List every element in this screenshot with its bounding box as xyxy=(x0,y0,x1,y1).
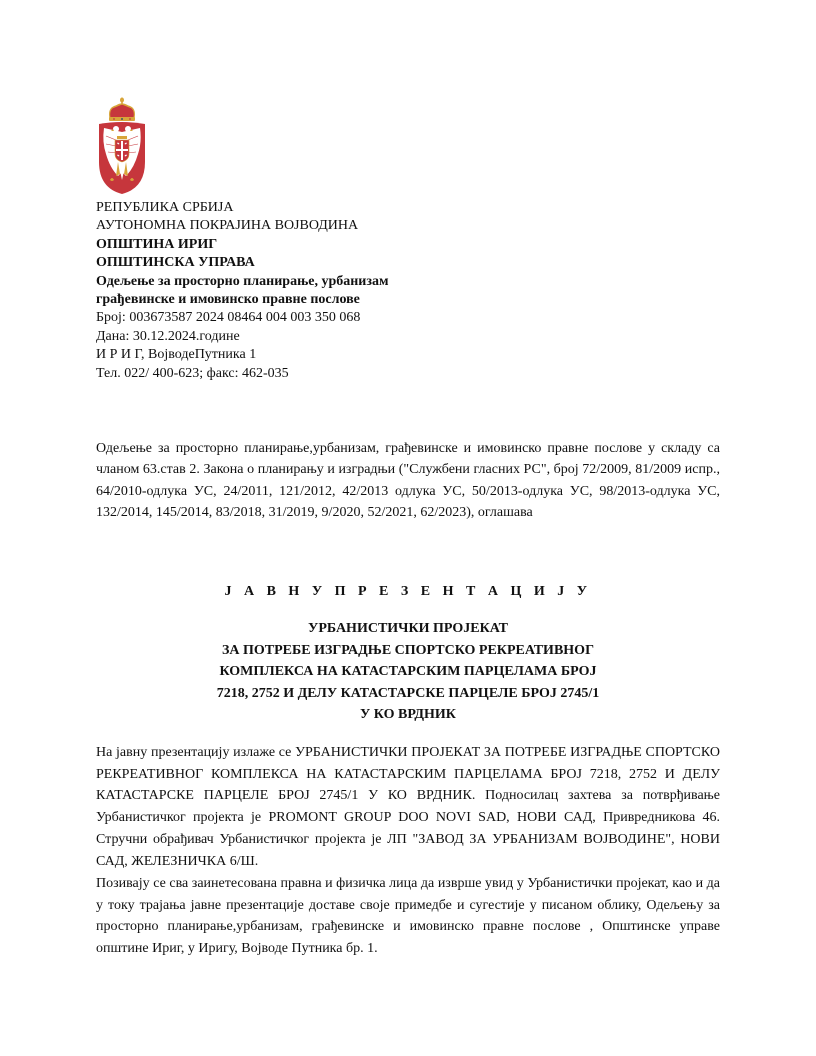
subtitle-line: У КО ВРДНИК xyxy=(360,707,456,722)
body-paragraph-presentation: На јавну презентацију излаже се УРБАНИСТИЧКИ ПРОЈЕКАТ ЗА ПОТРЕБЕ ИЗГРАДЊЕ СПОРТСКО РЕКРЕАТИВНОГ КОМПЛЕКСА НА КАТАСТАРСКИМ ПАРЦЕЛАМА БРОЈ 7218, 2752 И ДЕЛУ КАТАСТАРСКЕ ПАРЦЕЛЕ БРОЈ 2745/1 У КО ВРДНИК. Подносилац захтева за потврђивање Урбанистичког пројекта је PROMONT GROUP DOO NOVI SAD, НОВИ САД, Привредникова 46. Стручни обрађивач Урбанистичког пројекта је ЛП "ЗАВОД ЗА УРБАНИЗАМ ВОЈВОДИНЕ", НОВИ САД, ЖЕЛЕЗНИЧКА 6/Ш. xyxy=(96,745,720,869)
subtitle-line: ЗА ПОТРЕБЕ ИЗГРАДЊЕ СПОРТСКО РЕКРЕАТИВНОГ xyxy=(222,642,594,658)
letterhead xyxy=(96,199,656,383)
header-department-line1: Одељење за просторно планирање, урбанизам xyxy=(96,273,389,289)
crown-icon xyxy=(109,98,135,122)
header-administration: ОПШТИНСКА УПРАВА xyxy=(96,255,255,271)
coat-of-arms-icon xyxy=(96,96,148,196)
subtitle-line: КОМПЛЕКСА НА КАТАСТАРСКИМ ПАРЦЕЛАМА БРОЈ xyxy=(219,664,597,679)
document-subtitle xyxy=(96,618,720,726)
body-paragraph-invitation: Позивају се сва заинетесована правна и физичка лица да изврше увид у Урбанистички пројекат, као и да у току трајања јавне презентације доставе своје примедбе и сугестије у писаном облику, Одељењу за просторно планирање,урбанизам, грађевинске и имовинско правне послове , Општинске управе општине Ириг, у Иригу, Војводе Путника бр. 1. xyxy=(96,876,720,956)
office-phone: Тел. 022/ 400-623; факс: 462-035 xyxy=(96,365,289,381)
document-date: Дана: 30.12.2024.године xyxy=(96,328,240,344)
header-municipality: ОПШТИНА ИРИГ xyxy=(96,236,218,252)
subtitle-line: УРБАНИСТИЧКИ ПРОЈЕКАТ xyxy=(308,621,508,636)
header-republic: РЕПУБЛИКА СРБИЈА xyxy=(96,200,234,215)
header-province: АУТОНОМНА ПОКРАЈИНА ВОЈВОДИНА xyxy=(96,218,359,234)
subtitle-line: 7218, 2752 И ДЕЛУ КАТАСТАРСКЕ ПАРЦЕЛЕ БРОЈ 2745/1 xyxy=(216,685,600,701)
office-address: И Р И Г, ВојводеПутника 1 xyxy=(96,347,257,363)
header-department-line2: грађевинске и имовинско правне послове xyxy=(96,292,360,308)
document-number: Број: 003673587 2024 08464 004 003 350 068 xyxy=(96,310,361,326)
intro-paragraph: Одељење за просторно планирање,урбанизам, грађевинске и имовинско правне послове у складу са чланом 63.став 2. Закона о планирању и изградњи ("Службени гласних РС", број 72/2009, 81/2009 испр., 64/2010-одлука УС, 24/2011, 121/2012, 42/2013 одлука УС, 50/2013-одлука УС, 98/2013-одлука УС, 132/2014, 145/2014, 83/2018, 31/2019, 9/2020, 52/2021, 62/2023), оглашава xyxy=(96,441,720,521)
document-title: Ј А В Н У П Р Е З Е Н Т А Ц И Ј У xyxy=(224,584,592,599)
